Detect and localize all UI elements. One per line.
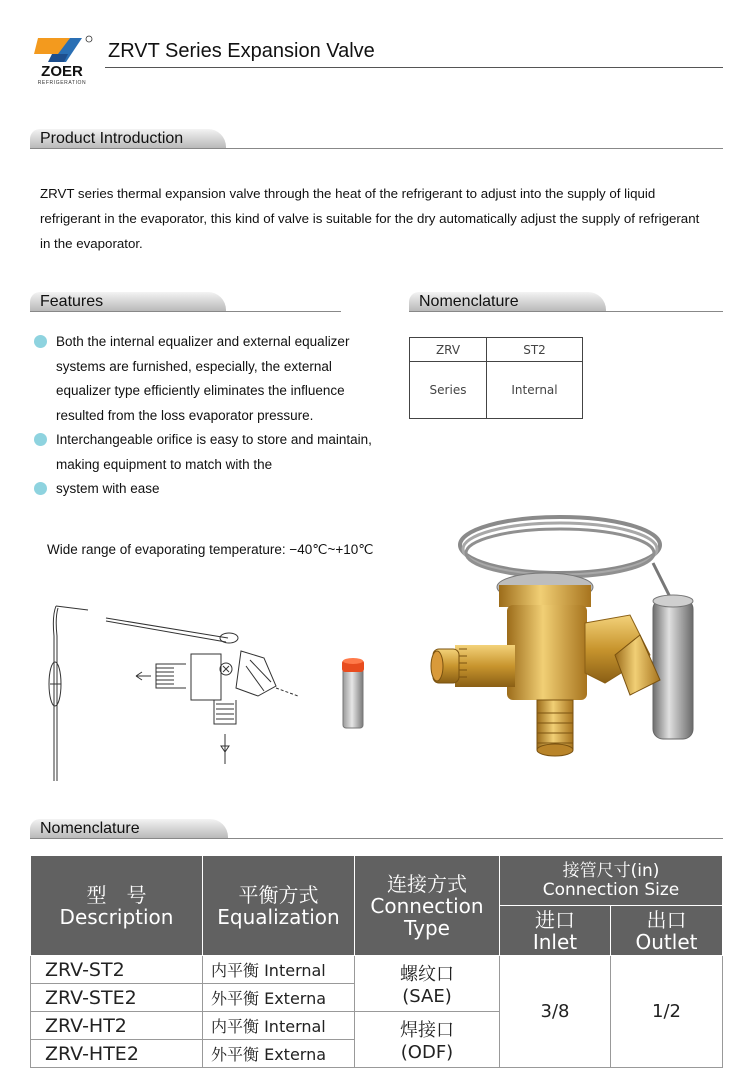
model-spec-table (30, 855, 723, 1068)
page-title: ZRVT Series Expansion Valve (108, 40, 375, 62)
header-connection-size: 接管尺寸(in) Connection Size (500, 856, 723, 906)
equalization-cell: 内平衡 Internal (203, 1012, 355, 1040)
brand-subtitle: REFRIGERATION (37, 80, 87, 86)
model-cell: ZRV-HTE2 (31, 1040, 203, 1068)
feature-item: system with ease (34, 477, 394, 502)
header-connection-type: 连接方式 Connection Type (355, 856, 500, 956)
equalization-cell: 内平衡 Internal (203, 956, 355, 984)
header-outlet: 出口 Outlet (611, 906, 723, 956)
inlet-size-cell: 3/8 (500, 956, 611, 1068)
equalization-cell: 外平衡 Externa (203, 984, 355, 1012)
outlet-size-cell: 1/2 (611, 956, 723, 1068)
section-heading-features: Features (30, 292, 226, 311)
code-meaning: Internal (487, 362, 583, 419)
zoer-logo (30, 34, 94, 86)
bullet-icon (34, 482, 47, 495)
intro-paragraph: ZRVT series thermal expansion valve through the heat of the refrigerant to adjust into the supply of liquid refrigerant in the evaporator, this kind of valve is suitable for the dry automatically adjust the supply of refrigerant in the evaporator. (40, 186, 700, 251)
equalization-cell: 外平衡 Externa (203, 1040, 355, 1068)
model-cell: ZRV-STE2 (31, 984, 203, 1012)
feature-item: Both the internal equalizer and external equalizer systems are furnished, especially, the external equalizer type efficiently eliminates the influence resulted from the loss evaporator pressure. (34, 330, 394, 428)
header-inlet: 进口 Inlet (500, 906, 611, 956)
nomenclature-code-table (409, 337, 583, 419)
code-meaning: Series (410, 362, 487, 419)
section-heading-introduction: Product Introduction (30, 129, 226, 148)
bullet-icon (34, 335, 47, 348)
code-cell: ST2 (487, 338, 583, 362)
model-cell: ZRV-HT2 (31, 1012, 203, 1040)
bullet-icon (34, 433, 47, 446)
feature-item: Interchangeable orifice is easy to store and maintain, making equipment to match with the (34, 428, 394, 477)
title-divider (105, 67, 723, 68)
valve-line-drawing (36, 596, 316, 792)
model-cell: ZRV-ST2 (31, 956, 203, 984)
section-divider (30, 148, 723, 149)
section-divider (409, 311, 723, 312)
section-divider (30, 311, 341, 312)
table-row (31, 956, 723, 984)
features-list (34, 330, 394, 502)
header-description: 型 号 Description (31, 856, 203, 956)
connection-cell: 螺纹口 (SAE) (355, 956, 500, 1012)
temperature-range: Wide range of evaporating temperature: −40℃~+10℃ (47, 542, 374, 557)
orifice-image (338, 656, 368, 732)
connection-cell: 焊接口 (ODF) (355, 1012, 500, 1068)
section-heading-nomenclature: Nomenclature (30, 819, 228, 838)
brand-name: ZOER (41, 63, 83, 80)
expansion-valve-image (425, 505, 707, 780)
code-cell: ZRV (410, 338, 487, 362)
section-heading-nomenclature-small: Nomenclature (409, 292, 606, 311)
header-equalization: 平衡方式 Equalization (203, 856, 355, 956)
section-divider (30, 838, 723, 839)
